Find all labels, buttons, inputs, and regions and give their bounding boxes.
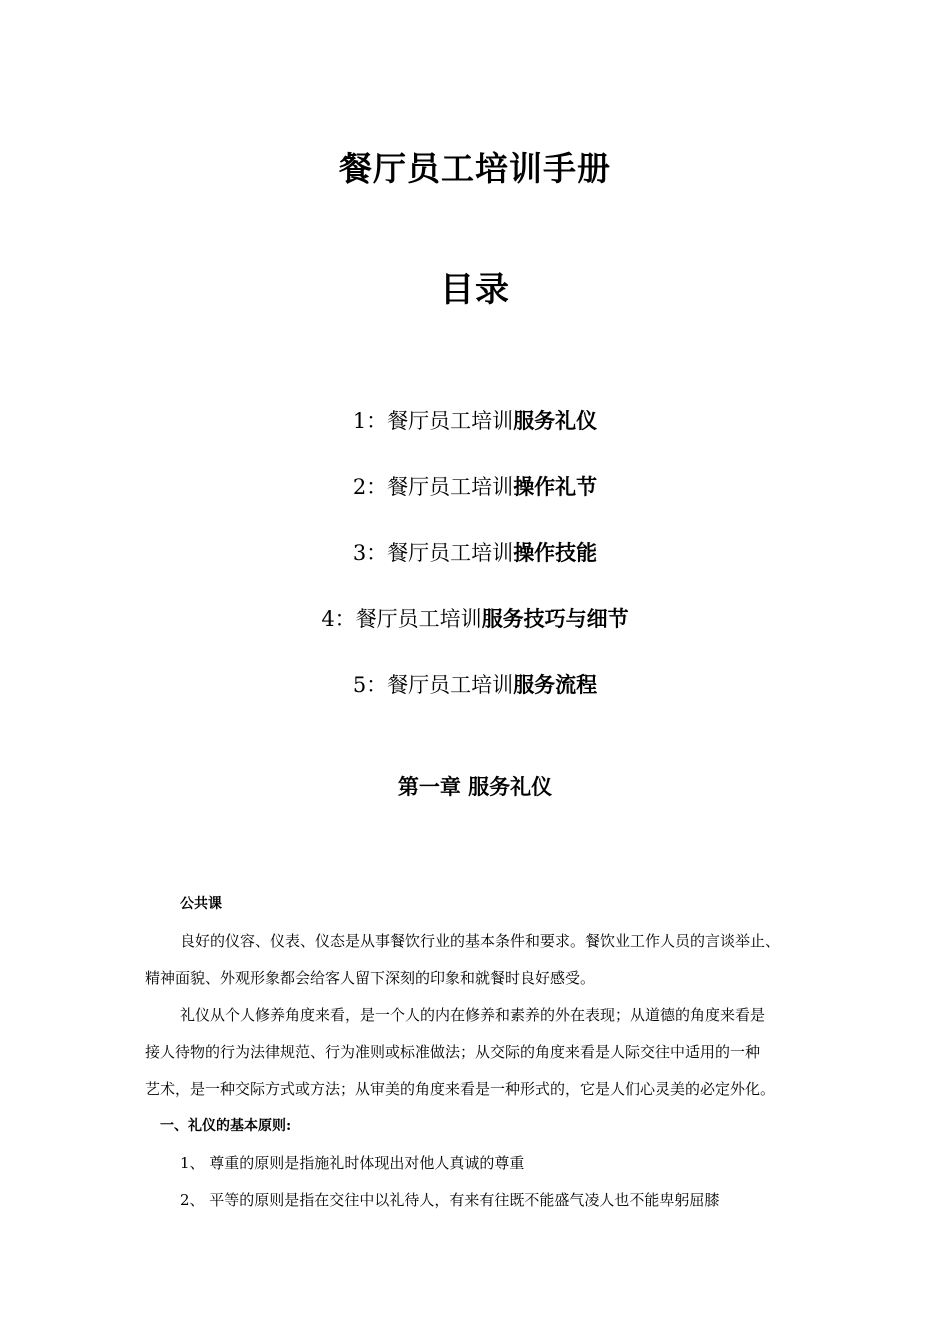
toc-item-number: 5： — [352, 673, 388, 697]
toc-heading: 目录 — [440, 270, 510, 310]
toc-item — [0, 537, 950, 567]
paragraph-line: 精神面貌、外观形象都会给客人留下深刻的印象和就餐时良好感受。 — [145, 969, 596, 987]
principles-heading: 一、礼仪的基本原则: — [160, 1118, 292, 1134]
paragraph-line: 接人待物的行为法律规范、行为准则或标准做法；从交际的角度来看是人际交往中适用的一种 — [145, 1043, 761, 1061]
toc-item — [0, 669, 950, 699]
toc-item — [0, 603, 950, 633]
paragraph-line: 礼仪从个人修养角度来看，是一个人的内在修养和素养的外在表现；从道德的角度来看是 — [180, 1006, 766, 1024]
toc-item-prefix: 餐厅员工培训 — [387, 673, 514, 697]
paragraph-line: 良好的仪容、仪表、仪态是从事餐饮行业的基本条件和要求。餐饮业工作人员的言谈举止、 — [180, 932, 781, 950]
toc-item-prefix: 餐厅员工培训 — [387, 541, 514, 565]
toc-item-prefix: 餐厅员工培训 — [355, 607, 482, 631]
document-title: 餐厅员工培训手册 — [339, 149, 611, 188]
toc-item-prefix: 餐厅员工培训 — [387, 409, 514, 433]
toc-item-topic: 服务技巧与细节 — [481, 606, 629, 631]
principle-item: 2、 平等的原则是指在交往中以礼待人，有来有往既不能盛气凌人也不能卑躬屈膝 — [180, 1191, 720, 1209]
toc-item-topic: 服务礼仪 — [513, 408, 598, 433]
toc-item-number: 4： — [321, 607, 356, 631]
section-label: 公共课 — [180, 896, 222, 912]
paragraph-line: 艺术，是一种交际方式或方法；从审美的角度来看是一种形式的，它是人们心灵美的必定外化。 — [145, 1080, 776, 1098]
toc-item-number: 3： — [352, 541, 388, 565]
chapter-title: 第一章 服务礼仪 — [397, 774, 553, 799]
toc-item — [0, 471, 950, 501]
toc-item-topic: 服务流程 — [513, 672, 598, 697]
toc-item-topic: 操作技能 — [513, 540, 598, 565]
toc-item-number: 2： — [352, 475, 388, 499]
toc-item — [0, 405, 950, 435]
principle-item: 1、 尊重的原则是指施礼时体现出对他人真诚的尊重 — [180, 1154, 525, 1172]
toc-item-topic: 操作礼节 — [513, 474, 598, 499]
toc-item-number: 1： — [352, 409, 388, 433]
toc-item-prefix: 餐厅员工培训 — [387, 475, 514, 499]
